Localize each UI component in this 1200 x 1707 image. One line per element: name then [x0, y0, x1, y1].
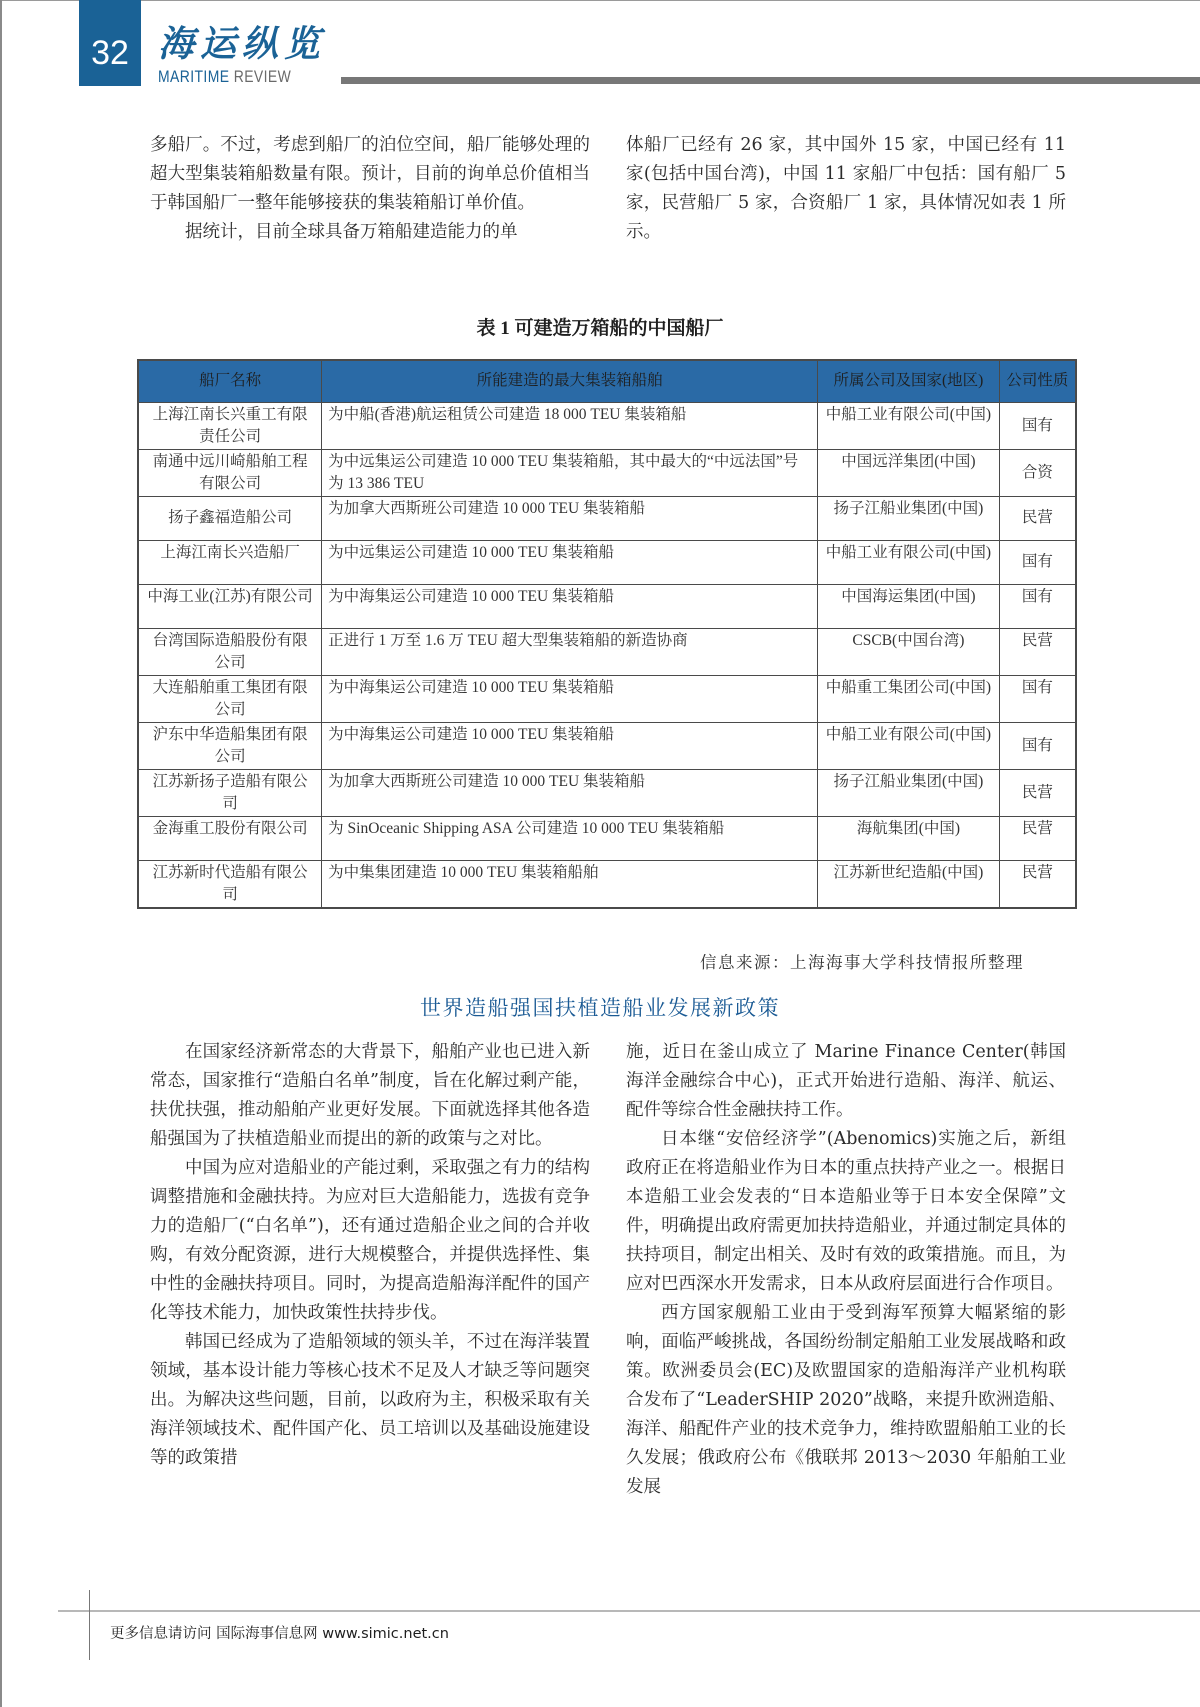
cell-parent-company: 中国海运集团(中国)	[818, 584, 1000, 628]
cell-parent-company: 扬子江船业集团(中国)	[818, 496, 1000, 540]
table-row	[138, 449, 1076, 496]
cell-company-type: 民营	[999, 496, 1076, 540]
cell-max-ship: 为 SinOceanic Shipping ASA 公司建造 10 000 TEU 集装箱船	[322, 816, 818, 860]
cell-yard-name: 上海江南长兴造船厂	[138, 540, 322, 584]
cell-yard-name: 扬子鑫福造船公司	[138, 496, 322, 540]
header-max-ship: 所能建造的最大集装箱船舶	[322, 360, 818, 402]
table-header-row	[138, 360, 1076, 402]
table-row	[138, 722, 1076, 769]
cell-company-type: 民营	[999, 816, 1076, 860]
logo-maritime: MARITIME	[158, 67, 230, 86]
footer-website-note: 更多信息请访问 国际海事信息网 www.simic.net.cn	[110, 1626, 449, 1642]
magazine-logo-cn: 海运纵览	[158, 23, 327, 65]
cell-company-type: 国有	[999, 722, 1076, 769]
body-paragraph: 西方国家舰船工业由于受到海军预算大幅紧缩的影响，面临严峻挑战，各国纷纷制定船舶工业发展战略和政策。欧洲委员会(EC)及欧盟国家的造船海洋产业机构联合发布了“LeaderSHIP 2020”战略，来提升欧洲造船、海洋、船配件产业的技术竞争力，维持欧盟船舶工业的长久发展；俄政府公布《俄联邦 2013～2030 年船舶工业发展	[626, 1303, 1066, 1497]
body-paragraph: 日本继“安倍经济学”(Abenomics)实施之后，新组政府正在将造船业作为日本的重点扶持产业之一。根据日本造船工业会发表的“日本造船业等于日本安全保障”文件，明确提出政府需更加扶持造船业，并通过制定具体的扶持项目，制定出相关、及时有效的政策措施。而且，为应对巴西深水开发需求，日本从政府层面进行合作项目。	[626, 1129, 1066, 1294]
header-parent-company: 所属公司及国家(地区)	[818, 360, 1000, 402]
cell-yard-name: 中海工业(江苏)有限公司	[138, 584, 322, 628]
table-row	[138, 540, 1076, 584]
cell-parent-company: 中船重工集团公司(中国)	[818, 675, 1000, 722]
cell-company-type: 民营	[999, 769, 1076, 816]
header-yard-name: 船厂名称	[138, 360, 322, 402]
cell-parent-company: 海航集团(中国)	[818, 816, 1000, 860]
cell-yard-name: 上海江南长兴重工有限责任公司	[138, 402, 322, 449]
table-source-note: 信息来源：上海海事大学科技情报所整理	[700, 953, 1024, 972]
cell-company-type: 民营	[999, 628, 1076, 675]
cell-parent-company: 江苏新世纪造船(中国)	[818, 860, 1000, 908]
cell-parent-company: 中国远洋集团(中国)	[818, 449, 1000, 496]
table-row	[138, 584, 1076, 628]
table-row	[138, 675, 1076, 722]
cell-company-type: 国有	[999, 402, 1076, 449]
intro-paragraph: 体船厂已经有 26 家，其中国外 15 家，中国已经有 11 家(包括中国台湾)，中国 11 家船厂中包括：国有船厂 5 家，民营船厂 5 家，合资船厂 1 家，具体情况如表 1 所示。	[626, 135, 1066, 242]
shipyard-table	[137, 359, 1077, 909]
cell-yard-name: 大连船舶重工集团有限公司	[138, 675, 322, 722]
intro-paragraph: 据统计，目前全球具备万箱船建造能力的单	[185, 222, 518, 242]
page-left-border	[0, 0, 2, 1707]
table-row	[138, 769, 1076, 816]
cell-parent-company: 扬子江船业集团(中国)	[818, 769, 1000, 816]
body-paragraph: 施，近日在釜山成立了 Marine Finance Center(韩国海洋金融综合中心)，正式开始进行造船、海洋、航运、配件等综合性金融扶持工作。	[626, 1042, 1066, 1120]
cell-max-ship: 为中海集运公司建造 10 000 TEU 集装箱船	[322, 675, 818, 722]
cell-max-ship: 为中海集运公司建造 10 000 TEU 集装箱船	[322, 584, 818, 628]
cell-yard-name: 南通中远川崎船舶工程有限公司	[138, 449, 322, 496]
table-row	[138, 402, 1076, 449]
cell-parent-company: CSCB(中国台湾)	[818, 628, 1000, 675]
cell-yard-name: 江苏新时代造船有限公司	[138, 860, 322, 908]
table-row	[138, 628, 1076, 675]
cell-yard-name: 台湾国际造船股份有限公司	[138, 628, 322, 675]
cell-company-type: 国有	[999, 675, 1076, 722]
body-paragraph: 中国为应对造船业的产能过剩，采取强之有力的结构调整措施和金融扶持。为应对巨大造船能力，选拔有竞争力的造船厂(“白名单”)，还有通过造船企业之间的合并收购，有效分配资源，进行大规模整合，并提供选择性、集中性的金融扶持项目。同时，为提高造船海洋配件的国产化等技术能力，加快政策性扶持步伐。	[150, 1158, 590, 1323]
section-right-column	[626, 1038, 1066, 1502]
cell-max-ship: 为中船(香港)航运租赁公司建造 18 000 TEU 集装箱船	[322, 402, 818, 449]
page-number: 32	[79, 0, 141, 86]
table-title: 表 1 可建造万箱船的中国船厂	[476, 318, 724, 339]
header-company-type: 公司性质	[999, 360, 1076, 402]
intro-paragraph: 多船厂。不过，考虑到船厂的泊位空间，船厂能够处理的超大型集装箱船数量有限。预计，目前的询单总价值相当于韩国船厂一整年能够接获的集装箱船订单价值。	[150, 135, 590, 213]
body-paragraph: 在国家经济新常态的大背景下，船舶产业也已进入新常态，国家推行“造船白名单”制度，旨在化解过剩产能，扶优扶强，推动船舶产业更好发展。下面就选择其他各造船强国为了扶植造船业而提出的新的政策与之对比。	[150, 1042, 590, 1149]
cell-max-ship: 为中集集团建造 10 000 TEU 集装箱船舶	[322, 860, 818, 908]
cell-company-type: 民营	[999, 860, 1076, 908]
cell-max-ship: 为中海集运公司建造 10 000 TEU 集装箱船	[322, 722, 818, 769]
section-title: 世界造船强国扶植造船业发展新政策	[420, 996, 780, 1020]
footer-rule	[58, 1610, 1200, 1612]
table-row	[138, 860, 1076, 908]
cell-max-ship: 为中远集运公司建造 10 000 TEU 集装箱船	[322, 540, 818, 584]
logo-review: REVIEW	[233, 67, 292, 86]
header-rule	[341, 77, 1200, 84]
table-row	[138, 816, 1076, 860]
cell-company-type: 国有	[999, 540, 1076, 584]
cell-max-ship: 为加拿大西斯班公司建造 10 000 TEU 集装箱船	[322, 496, 818, 540]
table-row	[138, 496, 1076, 540]
cell-parent-company: 中船工业有限公司(中国)	[818, 402, 1000, 449]
cell-max-ship: 为中远集运公司建造 10 000 TEU 集装箱船，其中最大的“中远法国”号为 13 386 TEU	[322, 449, 818, 496]
cell-company-type: 国有	[999, 584, 1076, 628]
cell-yard-name: 金海重工股份有限公司	[138, 816, 322, 860]
footer-divider	[89, 1590, 90, 1660]
cell-parent-company: 中船工业有限公司(中国)	[818, 722, 1000, 769]
cell-max-ship: 正进行 1 万至 1.6 万 TEU 超大型集装箱船的新造协商	[322, 628, 818, 675]
cell-yard-name: 沪东中华造船集团有限公司	[138, 722, 322, 769]
intro-left-column	[150, 131, 590, 247]
section-left-column	[150, 1038, 590, 1473]
cell-yard-name: 江苏新扬子造船有限公司	[138, 769, 322, 816]
magazine-logo-en	[158, 68, 291, 86]
intro-right-column	[626, 131, 1066, 247]
body-paragraph: 韩国已经成为了造船领域的领头羊，不过在海洋装置领域，基本设计能力等核心技术不足及人才缺乏等问题突出。为解决这些问题，目前，以政府为主，积极采取有关海洋领域技术、配件国产化、员工培训以及基础设施建设等的政策措	[150, 1332, 590, 1468]
page-top-border	[0, 0, 1200, 1]
cell-parent-company: 中船工业有限公司(中国)	[818, 540, 1000, 584]
cell-company-type: 合资	[999, 449, 1076, 496]
cell-max-ship: 为加拿大西斯班公司建造 10 000 TEU 集装箱船	[322, 769, 818, 816]
